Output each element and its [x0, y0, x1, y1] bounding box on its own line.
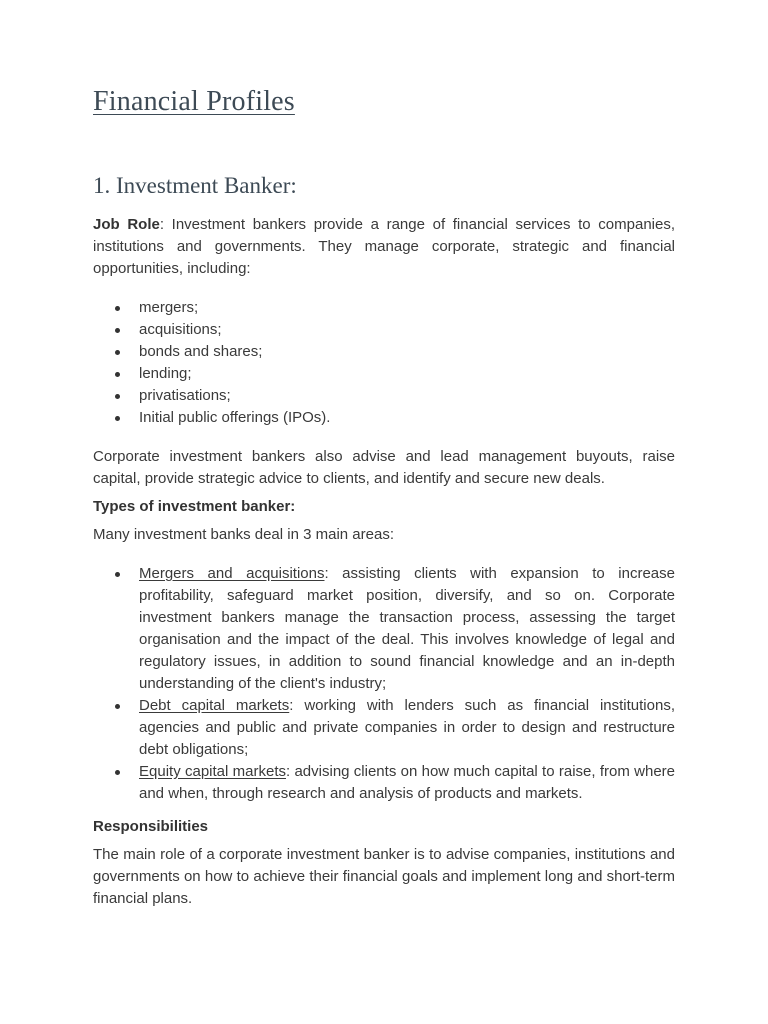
area-term: Debt capital markets	[139, 697, 290, 714]
document-title: Financial Profiles	[93, 86, 295, 117]
job-role-paragraph	[93, 214, 675, 280]
area-item-debt	[93, 695, 675, 761]
area-text: : assisting clients with expansion to increase profitability, safeguard market position, diversify, and so on. Corporate investment bankers manage the transaction process, assessing the target organisation and the impact of the deal. This involves knowledge of legal and regulatory issues, in addition to sound financial knowledge and an in-depth understanding of the client's industry;	[139, 565, 675, 692]
section-body	[93, 214, 675, 910]
types-heading: Types of investment banker:	[93, 498, 296, 515]
responsibilities-heading: Responsibilities	[93, 818, 209, 835]
section-heading: 1. Investment Banker:	[93, 173, 297, 198]
responsibilities-paragraph: The main role of a corporate investment banker is to advise companies, institutions and governments on how to achieve their financial goals and implement long and short-term financial plans.	[93, 846, 675, 907]
area-text: : working with lenders such as financial institutions, agencies and public and private companies in order to design and restructure debt obligations;	[139, 697, 675, 758]
job-role-text: : Investment bankers provide a range of financial services to companies, institutions and governments. They manage corporate, strategic and financial opportunities, including:	[93, 216, 676, 277]
area-item-equity	[93, 761, 675, 805]
list-item: mergers;	[93, 297, 675, 319]
corporate-paragraph: Corporate investment bankers also advise and lead management buyouts, raise capital, provide strategic advice to clients, and identify and secure new deals.	[93, 448, 675, 487]
list-item: privatisations;	[93, 385, 675, 407]
areas-intro: Many investment banks deal in 3 main areas:	[93, 526, 394, 543]
area-term: Equity capital markets	[139, 763, 286, 780]
opportunities-list	[93, 297, 675, 429]
area-term: Mergers and acquisitions	[139, 565, 325, 582]
areas-list	[93, 563, 675, 805]
area-text: : advising clients on how much capital to raise, from where and when, through research and analysis of products and markets.	[139, 763, 675, 802]
area-item-mergers	[93, 563, 675, 695]
list-item: lending;	[93, 363, 675, 385]
list-item: acquisitions;	[93, 319, 675, 341]
job-role-label: Job Role	[93, 216, 160, 233]
list-item: Initial public offerings (IPOs).	[93, 407, 675, 429]
list-item: bonds and shares;	[93, 341, 675, 363]
